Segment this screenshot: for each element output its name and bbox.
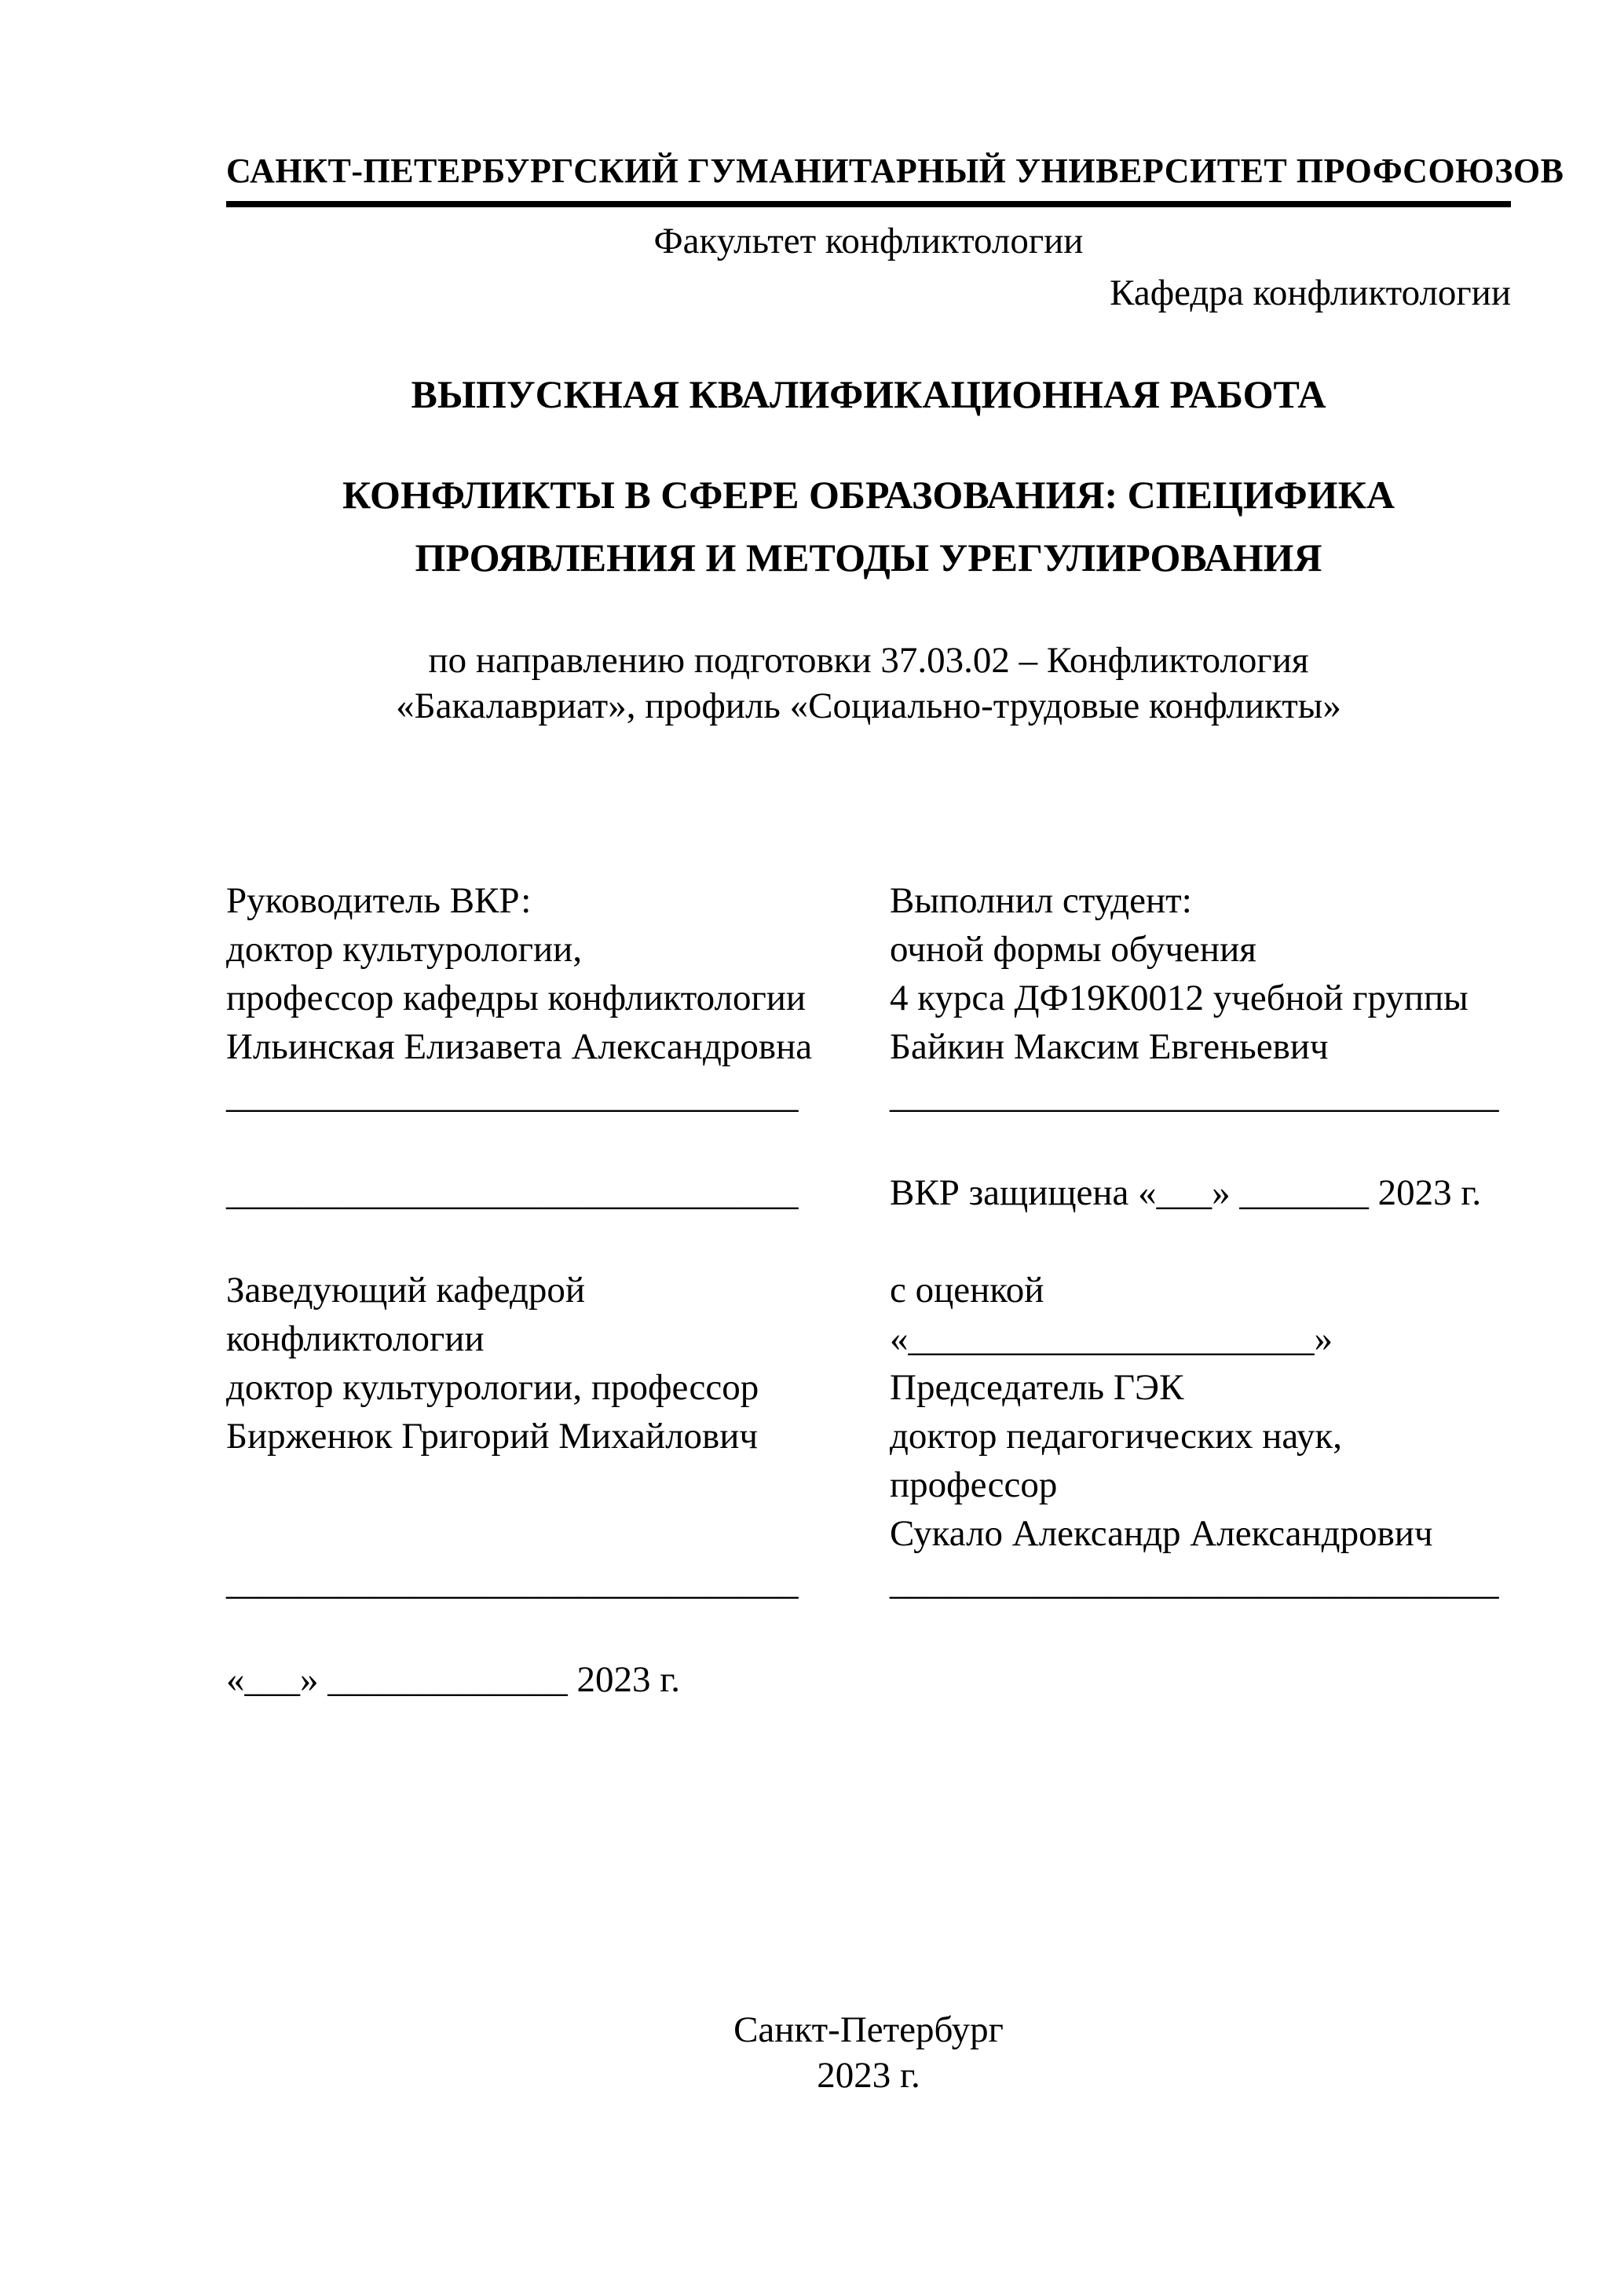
student-group: 4 курса ДФ19К0012 учебной группы bbox=[890, 978, 1469, 1018]
blank-row bbox=[226, 1607, 890, 1655]
city: Санкт-Петербург bbox=[733, 2009, 1004, 2050]
program-profile: «Бакалавриат», профиль «Социально-трудовые конфликты» bbox=[396, 686, 1341, 726]
supervisor-degree: доктор культурологии, bbox=[226, 929, 583, 970]
blank-row bbox=[890, 1655, 1511, 1704]
blank-row bbox=[226, 1509, 890, 1558]
thesis-title-line2: ПРОЯВЛЕНИЯ И МЕТОДЫ УРЕГУЛИРОВАНИЯ bbox=[415, 536, 1322, 579]
grade-label: с оценкой bbox=[890, 1270, 1044, 1311]
blank-row bbox=[226, 1461, 890, 1509]
blank-row bbox=[890, 1120, 1511, 1168]
blank-row bbox=[890, 1217, 1511, 1266]
head-name: Бирженюк Григорий Михайлович bbox=[226, 1416, 759, 1457]
head-of-department-label: Заведующий кафедрой bbox=[226, 1270, 586, 1311]
student-label: Выполнил студент: bbox=[890, 880, 1192, 921]
grade-blank-line: «______________________» bbox=[890, 1318, 1333, 1359]
program-info bbox=[226, 638, 1511, 729]
head-signature-line: _______________________________ bbox=[226, 1562, 799, 1603]
student-signature-line: _________________________________ bbox=[890, 1075, 1499, 1116]
university-name: САНКТ-ПЕТЕРБУРГСКИЙ ГУМАНИТАРНЫЙ УНИВЕРСИТЕТ ПРОФСОЮЗОВ bbox=[226, 149, 1511, 207]
gek-chair-degree: доктор педагогических наук, bbox=[890, 1416, 1342, 1457]
thesis-title-line1: КОНФЛИКТЫ В СФЕРЕ ОБРАЗОВАНИЯ: СПЕЦИФИКА bbox=[342, 473, 1395, 517]
defense-date-line: ВКР защищена «___» _______ 2023 г. bbox=[890, 1172, 1482, 1213]
supervisor-name: Ильинская Елизавета Александровна bbox=[226, 1026, 813, 1067]
faculty-name: Факультет конфликтологии bbox=[653, 221, 1084, 261]
year: 2023 г. bbox=[817, 2055, 920, 2096]
blank-row bbox=[226, 1217, 890, 1266]
approval-date-line: «___» _____________ 2023 г. bbox=[226, 1659, 680, 1700]
head-of-department-label-2: конфликтологии bbox=[226, 1318, 485, 1359]
gek-chair-title: профессор bbox=[890, 1464, 1058, 1505]
thesis-title bbox=[226, 463, 1511, 589]
supervisor-signature-line-2: _______________________________ bbox=[226, 1172, 799, 1213]
work-type-heading: ВЫПУСКНАЯ КВАЛИФИКАЦИОННАЯ РАБОТА bbox=[411, 372, 1326, 416]
signature-block bbox=[226, 876, 1511, 1704]
blank-row bbox=[226, 1120, 890, 1168]
supervisor-signature-line: _______________________________ bbox=[226, 1075, 799, 1116]
department-name: Кафедра конфликтологии bbox=[1110, 272, 1511, 313]
footer bbox=[226, 2007, 1511, 2098]
gek-chair-name: Сукало Александр Александрович bbox=[890, 1513, 1433, 1554]
supervisor-label: Руководитель ВКР: bbox=[226, 880, 532, 921]
student-study-form: очной формы обучения bbox=[890, 929, 1256, 970]
program-direction: по направлению подготовки 37.03.02 – Конфликтология bbox=[428, 640, 1309, 681]
head-degree: доктор культурологии, профессор bbox=[226, 1367, 759, 1408]
student-name: Байкин Максим Евгеньевич bbox=[890, 1026, 1329, 1067]
blank-row bbox=[890, 1607, 1511, 1655]
supervisor-position: профессор кафедры конфликтологии bbox=[226, 978, 807, 1018]
gek-chair-label: Председатель ГЭК bbox=[890, 1367, 1184, 1408]
gek-chair-signature-line: _________________________________ bbox=[890, 1562, 1499, 1603]
